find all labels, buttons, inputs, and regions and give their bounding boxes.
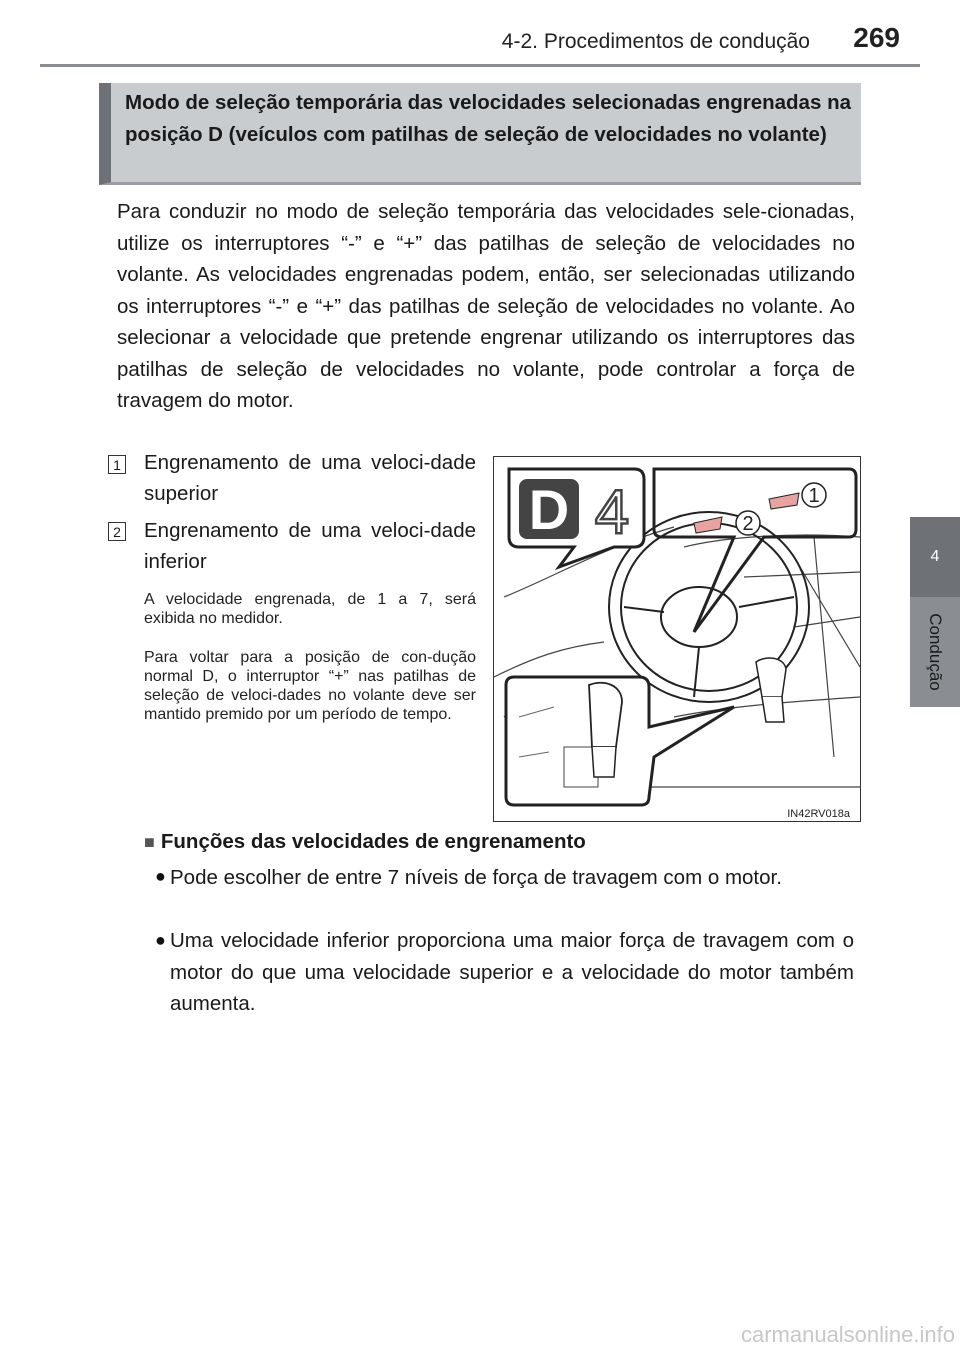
heading-text: Funções das velocidades de engrenamento xyxy=(160,830,586,853)
page-number: 269 xyxy=(853,22,900,53)
note-return-to-d: Para voltar para a posição de con-dução normal D, o interruptor “+” nas patilhas de seleção de veloci-dades no volante deve ser mantido premido por um período de tempo. xyxy=(144,649,476,723)
gear-number: 4 xyxy=(594,478,630,547)
chapter-number: 4 xyxy=(930,548,940,565)
section-title-box xyxy=(99,83,861,185)
section-title: Modo de seleção temporária das velocidades selecionadas engrenadas na posição D (veículos com patilhas de seleção de velocidades no volante) xyxy=(125,91,851,146)
figure-illustration xyxy=(494,457,860,821)
bullet-marker-1: ● xyxy=(155,866,166,886)
bullet-item-2: Uma velocidade inferior proporciona uma maior força de travagem com o motor do que uma velocidade superior e a velocidade do motor também aumenta. xyxy=(170,929,854,1015)
section-heading xyxy=(144,828,864,856)
callout-2: 2 xyxy=(742,513,754,535)
gear-letter: D xyxy=(528,478,570,541)
note-gear-display: A velocidade engrenada, de 1 a 7, será exibida no medidor. xyxy=(144,591,476,627)
intro-paragraph: Para conduzir no modo de seleção temporária das velocidades sele-cionadas, utilize os interruptores “-” e “+” das patilhas de seleção de velocidades no volante. As velocidades engrenadas podem, então, ser selecionadas utilizando os interruptores “-” e “+” das patilhas de seleção de velocidades no volante. Ao selecionar a velocidade que pretende engrenar utilizando os interruptores das patilhas de seleção de velocidades no volante, pode controlar a força de travagem do motor. xyxy=(117,200,855,412)
chapter-name-tab xyxy=(910,597,960,707)
bullet-item-1: Pode escolher de entre 7 níveis de força de travagem com o motor. xyxy=(170,866,782,889)
heading-marker: ■ xyxy=(144,832,155,852)
figure-code: IN42RV018a xyxy=(787,808,850,820)
section-header: 4-2. Procedimentos de condução xyxy=(501,30,810,53)
chapter-number-tab xyxy=(910,517,960,597)
steering-paddle-figure xyxy=(493,456,861,822)
bullet-marker-2: ● xyxy=(155,930,166,950)
list-number-1: 1 xyxy=(108,455,126,474)
list-number-2: 2 xyxy=(108,522,126,541)
list-item-1: Engrenamento de uma veloci-dade superior xyxy=(144,451,476,505)
watermark: carmanualsonline.info xyxy=(740,1322,955,1347)
callout-1: 1 xyxy=(808,485,820,507)
chapter-name: Condução xyxy=(926,613,946,691)
list-item-2: Engrenamento de uma veloci-dade inferior xyxy=(144,519,476,573)
header-divider xyxy=(40,64,920,67)
